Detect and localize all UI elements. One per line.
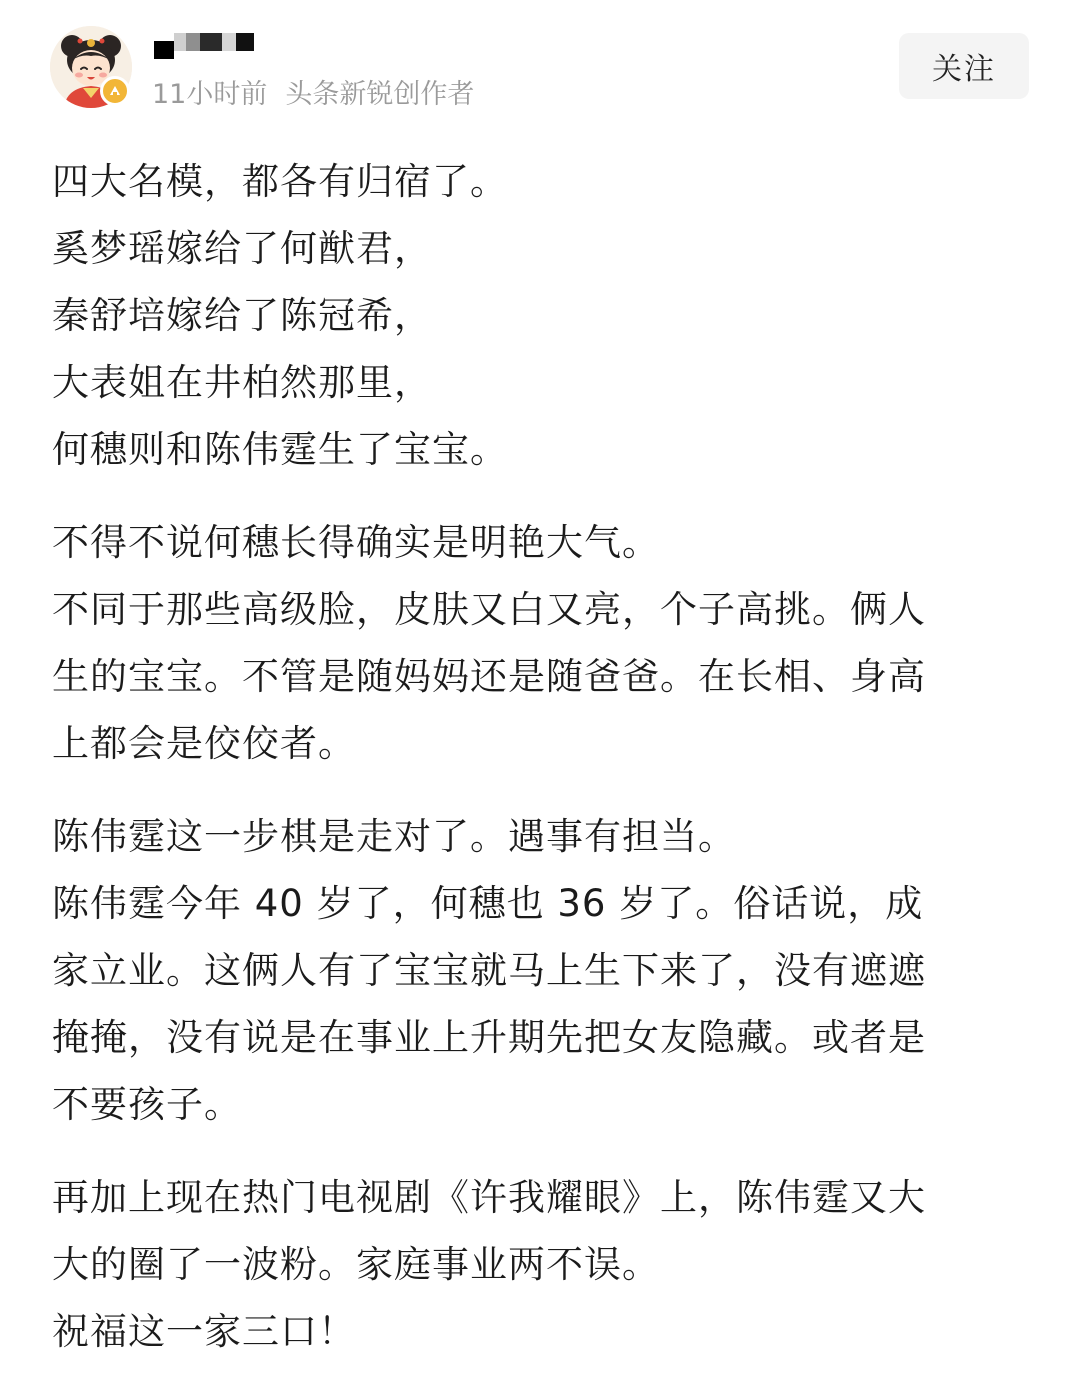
text-line: 不要孩子。 — [52, 1083, 242, 1126]
post-time: 11小时前 — [152, 79, 268, 110]
text-line: 秦舒培嫁给了陈冠希， — [52, 294, 432, 337]
post-header — [0, 0, 1080, 130]
text-line: 何穗则和陈伟霆生了宝宝。 — [52, 428, 508, 471]
text-line: 掩掩，没有说是在事业上升期先把女友隐藏。或者是 — [52, 1016, 926, 1059]
text-line: 祝福这一家三口！ — [52, 1310, 356, 1353]
text-line: 陈伟霆这一步棋是走对了。遇事有担当。 — [52, 815, 736, 858]
author-role: 头条新锐创作者 — [285, 79, 475, 110]
text-line: 奚梦瑶嫁给了何猷君， — [52, 227, 432, 270]
text-line: 家立业。这俩人有了宝宝就马上生下来了，没有遮遮 — [52, 949, 926, 992]
text-line: 上都会是佼佼者。 — [52, 722, 356, 765]
paragraph-3 — [52, 803, 1032, 1138]
paragraph-4 — [52, 1164, 1032, 1365]
text-line: 生的宝宝。不管是随妈妈还是随爸爸。在长相、身高 — [52, 655, 926, 698]
text-line: 陈伟霆今年 40 岁了，何穗也 36 岁了。俗话说，成 — [52, 882, 924, 925]
text-line: 不得不说何穗长得确实是明艳大气。 — [52, 521, 660, 564]
follow-button[interactable]: 关注 — [899, 33, 1029, 99]
text-line: 不同于那些高级脸，皮肤又白又亮，个子高挑。俩人 — [52, 588, 926, 631]
post-body — [52, 148, 1032, 1391]
text-line: 四大名模，都各有归宿了。 — [52, 160, 508, 203]
verified-creator-icon — [107, 83, 123, 99]
paragraph-2 — [52, 509, 1032, 777]
text-line: 大的圈了一波粉。家庭事业两不误。 — [52, 1243, 660, 1286]
post-meta — [152, 72, 474, 111]
paragraph-1 — [52, 148, 1032, 483]
username-redacted-mosaic — [154, 30, 254, 58]
verified-creator-badge — [100, 76, 130, 106]
text-line: 再加上现在热门电视剧《许我耀眼》上，陈伟霆又大 — [52, 1176, 926, 1219]
text-line: 大表姐在井柏然那里， — [52, 361, 432, 404]
